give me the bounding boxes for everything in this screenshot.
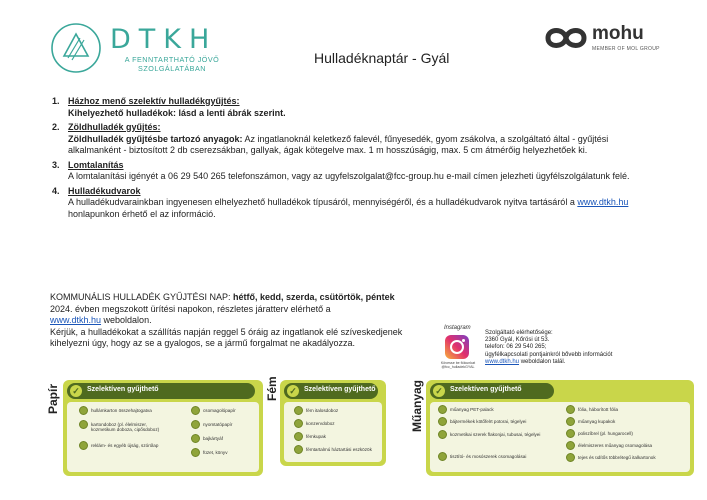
collection-label: KOMMUNÁLIS HULLADÉK GYŰJTÉSI NAP: xyxy=(50,292,234,302)
bin-item-label: fémtartalmú háztartási eszközök xyxy=(306,447,372,452)
dtkh-logo-word: DTKH xyxy=(110,24,218,55)
jar-icon xyxy=(438,417,447,426)
bin-item xyxy=(306,421,378,426)
item-body: A hulladékudvarainkban ingyenesen elhelyezhető hulladékok típusáról, mennyiségéről, és a hulladékudvarok nyitva tartásáról a xyxy=(68,197,575,207)
bin-item-label: nyomtatópapír xyxy=(203,422,233,427)
item-title: Lomtalanítás xyxy=(68,159,124,170)
bin-item-label: bájtermékek kötőfelrt potorai, tégelyei xyxy=(450,419,527,424)
bin-item-label: csomagolópapír xyxy=(203,408,236,413)
collection-days xyxy=(50,292,430,304)
bin-item xyxy=(306,434,378,439)
check-icon: ✓ xyxy=(70,385,82,397)
collection-line: Kérjük, a hulladékokat a szállítás napján reggel 5 óráig az ingatlanok elé szíveskedjenek kihelyezni úgy, hogy az se a gyalogos, se a jármű forgalmat ne akadályozza. xyxy=(50,326,403,348)
pan-icon xyxy=(294,445,303,454)
bin-item xyxy=(450,419,550,424)
item-text: Kihelyezhető hulladékok: lásd a lenti ábrák szerint. xyxy=(68,107,286,118)
bin-label-paper: Papír xyxy=(46,383,60,414)
detergent-icon xyxy=(438,452,447,461)
foil-icon xyxy=(566,405,575,414)
wrapping-paper-icon xyxy=(191,406,200,415)
box-icon xyxy=(79,420,88,429)
service-line: telefon: 06 29 540 265; xyxy=(485,344,547,351)
list-item xyxy=(52,160,662,183)
item-lead: Zöldhulladék gyűjtésbe tartozó anyagok: xyxy=(68,133,243,144)
bin-card-paper xyxy=(63,380,263,476)
bin-item xyxy=(306,408,378,413)
dtkh-logo-tagline: A FENNTARTHATÓ JÖVŐ SZOLGÁLATÁBAN xyxy=(124,55,220,73)
styrofoam-icon xyxy=(566,429,575,438)
plastic-cap-icon xyxy=(566,417,575,426)
list-item xyxy=(52,122,662,157)
bin-header xyxy=(63,380,263,402)
check-icon: ✓ xyxy=(287,385,299,397)
item-text xyxy=(68,197,662,220)
bin-item xyxy=(203,408,257,413)
page-title: Hulladéknaptár - Gyál xyxy=(314,50,450,66)
item-number: 1. xyxy=(52,96,60,106)
collection-day-list: hétfő, kedd, szerda, csütörtök, péntek xyxy=(233,292,395,302)
collection-line xyxy=(50,315,430,327)
dtkh-website-link[interactable]: www.dtkh.hu xyxy=(577,197,629,207)
bin-item-label: bajkártyáf xyxy=(203,436,223,441)
bin-body xyxy=(284,402,382,462)
dtkh-logo-icon xyxy=(50,22,102,74)
instagram-icon[interactable] xyxy=(445,335,469,359)
bin-item xyxy=(91,443,171,448)
list-item xyxy=(52,186,662,221)
bin-header-label: Szelektíven gyűjthető xyxy=(87,386,159,393)
cosmetics-icon xyxy=(438,430,447,439)
service-line: Szolgáltató elérhetősége: xyxy=(485,330,553,336)
bin-item-label: kozmetikai szerek flakonjai, tubusai, tégelyei xyxy=(450,432,541,437)
bin-item xyxy=(450,407,550,412)
instagram-label: Instagram xyxy=(444,325,471,331)
bin-label-metal: Fém xyxy=(265,376,279,401)
mohu-logo-tagline: MEMBER OF MOL GROUP xyxy=(592,46,660,52)
item-number: 4. xyxy=(52,185,60,196)
can-icon xyxy=(294,406,303,415)
mohu-logo-icon xyxy=(544,26,588,50)
collection-link-after: weboldalon. xyxy=(101,315,152,325)
bin-item xyxy=(91,422,171,433)
bin-item xyxy=(203,436,257,441)
bin-item-label: fém italosdoboz xyxy=(306,408,339,413)
bin-item xyxy=(578,407,684,412)
item-number: 3. xyxy=(52,159,60,170)
bin-body xyxy=(430,402,690,472)
bin-header-label: Szelektíven gyűjthető xyxy=(304,386,376,393)
instagram-handle: @fcc_hulladekGYAL xyxy=(441,365,475,370)
bin-item xyxy=(450,454,550,459)
bin-item-label: kartondoboz (pl. élelmiszer, kozmetikum doboza, cipősdoboz) xyxy=(91,422,160,433)
bin-card-metal xyxy=(280,380,386,466)
item-body: Az ingatlanoknál keletkező falevél, fűnyesedék, gyom zsákolva, a szolgáltató által - gyűjtési alkalmanként - biztosított 2 db cserezsákban, gallyak, ágak kötegelve max. 1 m hosszúságig, max. 5 cm átmérőig helyezhetőek ki. xyxy=(68,133,609,155)
printer-paper-icon xyxy=(191,420,200,429)
book-icon xyxy=(191,448,200,457)
item-title: Házhoz menő szelektív hulladékgyűjtés: xyxy=(68,96,240,106)
bin-item xyxy=(578,443,684,448)
bin-item xyxy=(91,408,171,413)
service-contact xyxy=(485,330,690,366)
item-text: A lomtalanítási igényét a 06 29 540 265 telefonszámon, vagy az ugyfelszolgalat@fcc-group.hu e-mail címen jelezheti ügyfélszolgálatunk felé. xyxy=(68,171,630,181)
tin-icon xyxy=(294,419,303,428)
bottle-icon xyxy=(438,405,447,414)
list-item xyxy=(52,96,662,119)
cardboard-icon xyxy=(79,406,88,415)
bin-item-label: poliszíbrel (pl. hungarocell) xyxy=(578,431,633,436)
carton-icon xyxy=(566,453,575,462)
bin-header-label: Szelektíven gyűjthető xyxy=(450,386,522,393)
mohu-logo xyxy=(544,24,664,60)
service-link-after: weboldalon talál. xyxy=(519,358,566,365)
item-title: Hulladékudvarok xyxy=(68,185,141,196)
bin-item-label: élelmiszeres műanyag csomagolása xyxy=(578,443,653,448)
bin-label-plastic: Műanyag xyxy=(410,379,424,432)
bin-item xyxy=(306,447,380,452)
bin-item xyxy=(578,431,684,436)
dtkh-logo xyxy=(50,22,240,78)
bin-item-label: tisztító- és mosószerek csomagolásai xyxy=(450,454,527,459)
bin-header xyxy=(280,380,386,402)
bin-item-label: reklám- és egyéb újság, szórólap xyxy=(91,443,159,448)
collection-line: 2024. évben megszokott ürítési napokon, részletes járatterv elérhető a xyxy=(50,303,331,314)
cap-icon xyxy=(294,432,303,441)
bin-item xyxy=(203,450,257,455)
service-line xyxy=(485,359,690,366)
bin-item-label: fémkupak xyxy=(306,434,326,439)
instagram-caption xyxy=(440,361,476,370)
info-list xyxy=(52,96,662,220)
bin-item xyxy=(203,422,257,427)
bin-item xyxy=(578,455,684,460)
item-text xyxy=(68,134,662,157)
mohu-logo-word: mohu xyxy=(592,23,644,44)
bin-item-label: műanyag kupakok xyxy=(578,419,616,424)
bin-item-label: hullámkarton összehajtogatva xyxy=(91,408,152,413)
bin-card-plastic xyxy=(426,380,694,476)
bin-item xyxy=(450,432,542,437)
service-link[interactable]: www.dtkh.hu xyxy=(485,358,520,365)
service-line: ügyfélkapcsolati pontjainkról bővebb információt xyxy=(485,351,613,358)
bin-item-label: műanyag PET-palack xyxy=(450,407,494,412)
item-body-after: honlapunkon érhető el az információ. xyxy=(68,208,216,219)
check-icon: ✓ xyxy=(433,385,445,397)
newspaper-icon xyxy=(79,441,88,450)
bin-header xyxy=(426,380,694,402)
card-icon xyxy=(191,434,200,443)
item-title: Zöldhulladék gyűjtés: xyxy=(68,122,161,132)
bin-body xyxy=(67,402,259,472)
bin-item-label: füzet, könyv xyxy=(203,450,228,455)
collection-link[interactable]: www.dtkh.hu xyxy=(50,315,102,325)
bin-item-label: konzervdoboz xyxy=(306,421,335,426)
bin-item xyxy=(578,419,684,424)
instagram-caption-line: Kövesse be fiókunkat xyxy=(440,361,476,365)
bin-item-label: tejes és üdítős többrétegű italkartonok xyxy=(578,455,656,460)
item-number: 2. xyxy=(52,122,60,132)
food-packaging-icon xyxy=(566,441,575,450)
collection-info xyxy=(50,292,430,350)
service-line: 2360 Gyál, Kőrösi út 53. xyxy=(485,337,550,344)
bin-item-label: fólia, háborított fólia xyxy=(578,407,619,412)
